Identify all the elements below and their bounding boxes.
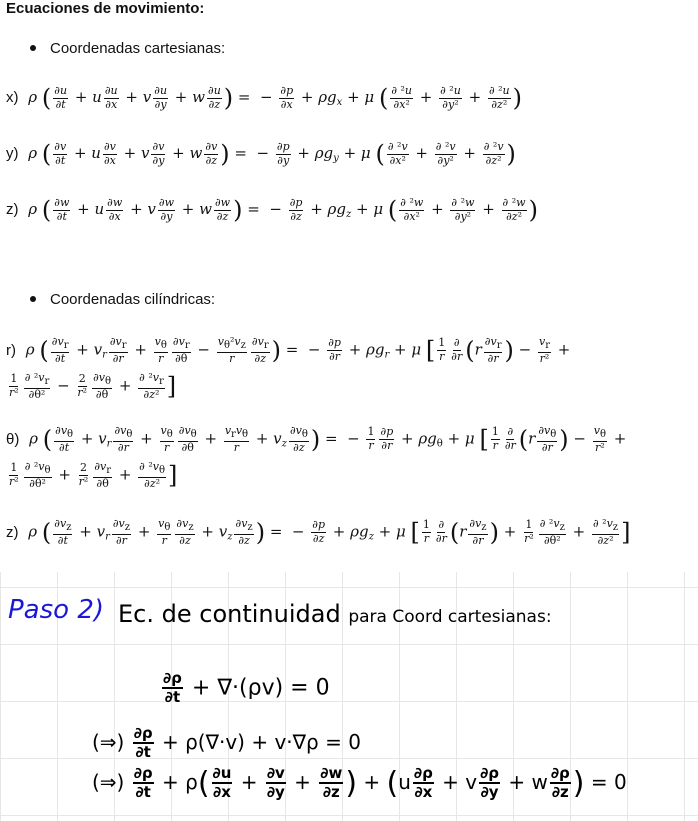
equation-cylindrical-z: z) ρ ( $\frac{\partial vz}{\partial t}$ + $v_r$ $\frac{\partial vz}{\partial r}$ + $\frac{v\theta}{r}$ $\frac{\partial vz}{\partial z}$ + $v_z$ $\frac{\partial vz}{\partial z}$ ) = − $\frac{\partial p}{\partial z}$ + $\rho g_z + \mu$ [ $\frac{1}{r}$ $\frac{\partial}{\partial r}$ (r $\frac{\partial vz}{\partial r}$ ) + $\frac{1}{\text{r²}}$ $\frac{\text{∂ ²vz}}{\text{∂θ²}}$ + $\frac{\text{∂ ²vz}}{\text{∂z²}}$ ]	[6, 517, 631, 547]
equation-cartesian-z: z) ρ ( $\frac{\partial w}{\partial t}$ + u $\frac{\partial w}{\partial x}$ + v $\frac{\partial w}{\partial y}$ + w $\frac{\partial w}{\partial z}$ ) = − $\frac{\partial p}{\partial z}$ + $\rho g_z + \mu$ ( $\frac{\text{∂ ²w}}{\text{∂x²}}$ + $\frac{\text{∂ ²w}}{\text{∂y²}}$ + $\frac{\text{∂ ²w}}{\text{∂z²}}$ )	[6, 195, 538, 224]
step-label: Paso 2)	[8, 595, 105, 625]
continuity-expanded-vector: (⇒) $\frac{\partial\rho}{\partial t}$ + ρ(∇·v) + v·∇ρ = 0	[92, 724, 361, 762]
bullet-icon	[30, 296, 36, 302]
bullet-icon	[30, 45, 36, 51]
equation-cylindrical-theta-line2: $\frac{1}{\text{r²}}$ $\frac{\text{∂ ²vθ}}{\text{∂θ²}}$ + $\frac{2}{\text{r²}}$ $\frac{\partial vr}{\partial\theta}$ + $\frac{\text{∂ ²vθ}}{\text{∂z²}}$ ]	[9, 460, 178, 490]
cylindrical-heading: Coordenadas cilíndricas:	[30, 291, 215, 308]
handwritten-heading: Ec. de continuidad para Coord cartesianas:	[118, 600, 552, 628]
equation-cylindrical-theta-line1: θ) ρ ( $\frac{\partial v\theta}{\partial t}$ + $v_r$ $\frac{\partial v\theta}{\partial r}$ + $\frac{v\theta}{r}$ $\frac{\partial v\theta}{\partial\theta}$ + $\frac{\text{vrvθ}}{r}$ + $v_z$ $\frac{\partial v\theta}{\partial z}$ ) = − $\frac{1}{r}$ $\frac{\partial p}{\partial r}$ + $\rho g_\theta + \mu$ [ $\frac{1}{r}$ $\frac{\partial}{\partial r}$ (r $\frac{\partial v\theta}{\partial r}$ ) − $\frac{v\theta}{\text{r²}}$ +	[6, 424, 627, 454]
continuity-equation: $\frac{\partial\rho}{\partial t}$ + ∇·(ρv) = 0	[163, 669, 330, 707]
continuity-expanded-cartesian: (⇒) $\frac{\partial\rho}{\partial t}$ + ρ( $\frac{\partial u}{\partial x}$ + $\frac{\partial v}{\partial y}$ + $\frac{\partial w}{\partial z}$ ) + (u $\frac{\partial\rho}{\partial x}$ + v $\frac{\partial\rho}{\partial y}$ + w $\frac{\partial\rho}{\partial z}$ ) = 0	[92, 764, 627, 802]
equation-cylindrical-r-line2: $\frac{1}{\text{r²}}$ $\frac{\text{∂ ²vr}}{\text{∂θ²}}$ − $\frac{2}{\text{r²}}$ $\frac{\partial v\theta}{\partial\theta}$ + $\frac{\text{∂ ²vr}}{\text{∂z²}}$ ]	[9, 371, 177, 401]
equation-cartesian-y: y) ρ ( $\frac{\partial v}{\partial t}$ + u $\frac{\partial v}{\partial x}$ + v $\frac{\partial v}{\partial y}$ + w $\frac{\partial v}{\partial z}$ ) = − $\frac{\partial p}{\partial y}$ + $\rho g_y + \mu$ ( $\frac{\text{∂ ²v}}{\text{∂x²}}$ + $\frac{\text{∂ ²v}}{\text{∂y²}}$ + $\frac{\text{∂ ²v}}{\text{∂z²}}$ )	[6, 139, 516, 168]
page-title: Ecuaciones de movimiento:	[6, 0, 205, 17]
cartesian-heading: Coordenadas cartesianas:	[30, 40, 225, 57]
equation-cartesian-x: x) ρ ( $\frac{\partial u}{\partial t}$ + u $\frac{\partial u}{\partial x}$ + v $\frac{\partial u}{\partial y}$ + w $\frac{\partial u}{\partial z}$ ) = − $\frac{\partial p}{\partial x}$ + $\rho g_x + \mu$ ( $\frac{\text{∂ ²u}}{\text{∂x²}}$ + $\frac{\text{∂ ²u}}{\text{∂y²}}$ + $\frac{\text{∂ ²u}}{\text{∂z²}}$ )	[6, 83, 523, 112]
equation-cylindrical-r-line1: r) ρ ( $\frac{\partial vr}{\partial t}$ + $v_r$ $\frac{\partial vr}{\partial r}$ + $\frac{v\theta}{r}$ $\frac{\partial vr}{\partial\theta}$ − $\frac{\text{vθ²vz}}{r}$ $\frac{\partial vr}{\partial z}$ ) = − $\frac{\partial p}{\partial r}$ + $\rho g_r + \mu$ [ $\frac{1}{r}$ $\frac{\partial}{\partial r}$ (r $\frac{\partial vr}{\partial r}$ ) − $\frac{vr}{\text{r²}}$ +	[6, 335, 571, 365]
